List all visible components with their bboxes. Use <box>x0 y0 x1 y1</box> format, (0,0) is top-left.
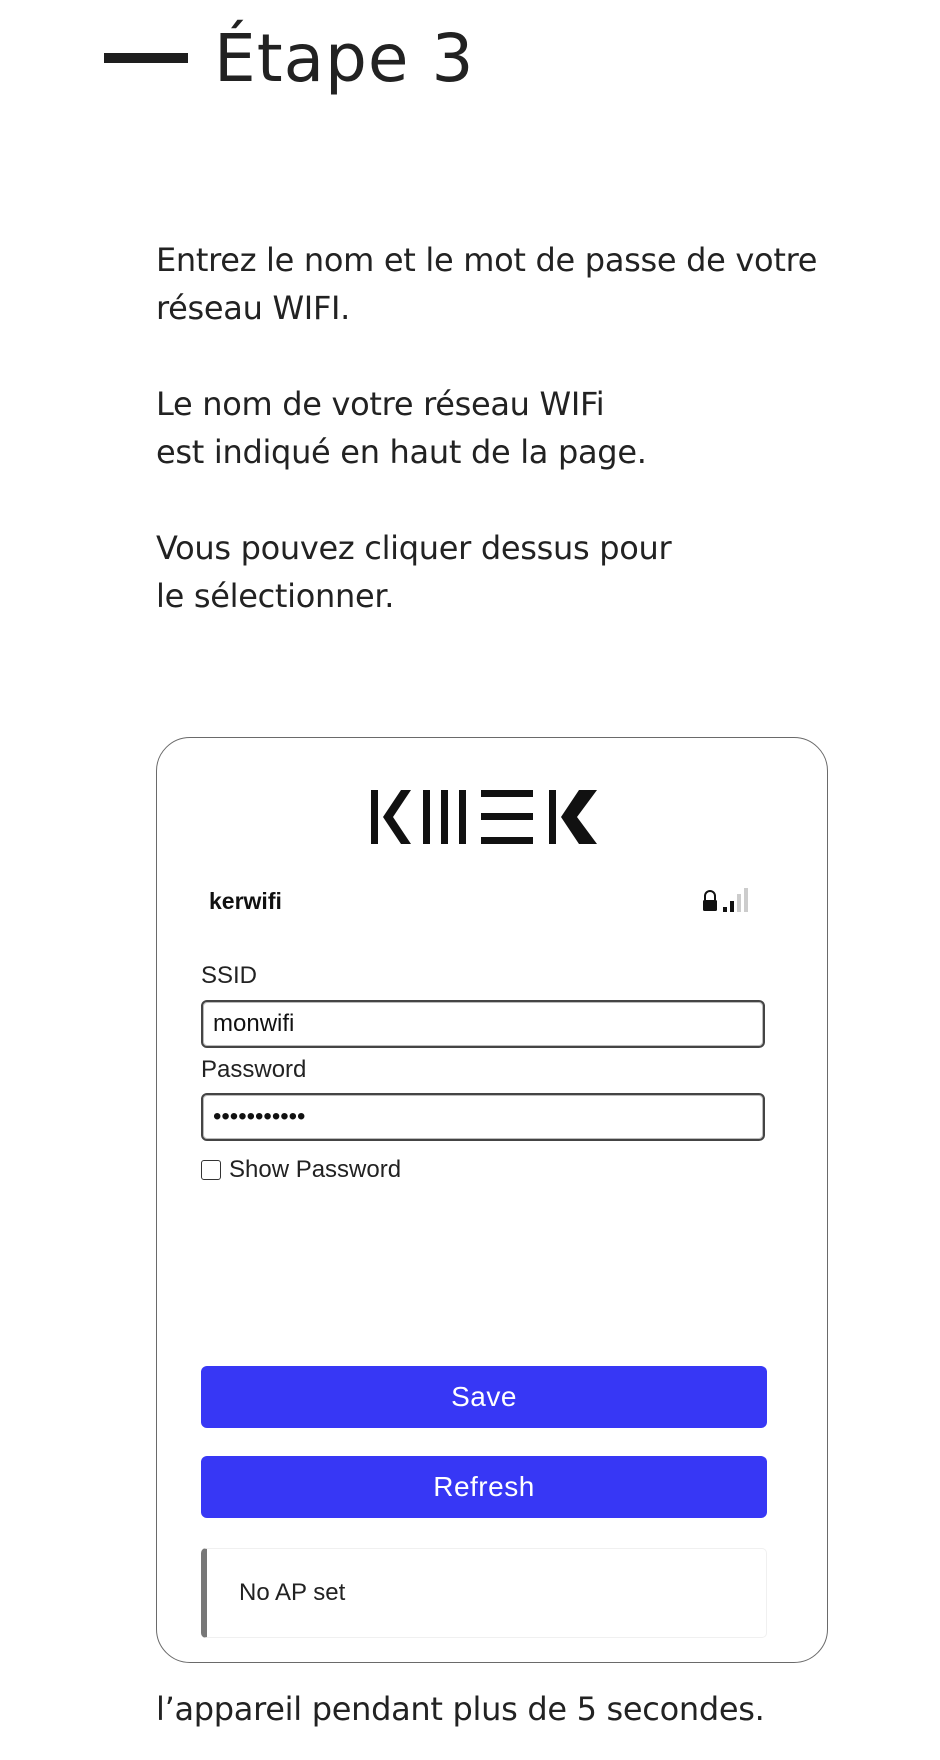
show-password-toggle[interactable] <box>201 1156 401 1184</box>
kimek-logo <box>371 790 597 844</box>
phone-screenshot-card <box>156 737 828 1663</box>
show-password-checkbox[interactable] <box>201 1160 221 1180</box>
network-list-item[interactable] <box>209 888 749 920</box>
instruction-paragraph <box>156 236 856 332</box>
instructions <box>156 236 856 668</box>
status-message-box <box>201 1548 767 1638</box>
step-header <box>104 8 475 108</box>
footer-text: l’appareil pendant plus de 5 secondes. <box>156 1690 765 1728</box>
network-name[interactable]: kerwifi <box>209 888 282 914</box>
refresh-button[interactable]: Refresh <box>201 1456 767 1518</box>
password-label: Password <box>201 1056 307 1083</box>
instruction-paragraph <box>156 380 856 476</box>
ssid-input[interactable] <box>201 1000 765 1048</box>
step-title: Étape 3 <box>214 19 475 97</box>
lock-icon <box>703 891 717 911</box>
password-input[interactable] <box>201 1093 765 1141</box>
status-text: No AP set <box>239 1579 346 1606</box>
instruction-line: Le nom de votre réseau WIFi <box>156 385 605 423</box>
dash-decoration <box>104 53 188 63</box>
instruction-line: réseau WIFI. <box>156 289 351 327</box>
instruction-line: le sélectionner. <box>156 577 395 615</box>
network-status-icons <box>701 886 749 914</box>
ssid-label: SSID <box>201 962 258 989</box>
instruction-line: est indiqué en haut de la page. <box>156 433 647 471</box>
signal-strength-icon <box>723 888 748 912</box>
show-password-label[interactable]: Show Password <box>229 1156 402 1183</box>
instruction-line: Entrez le nom et le mot de passe de votre <box>156 241 818 279</box>
instruction-line: Vous pouvez cliquer dessus pour <box>156 529 672 567</box>
save-button[interactable]: Save <box>201 1366 767 1428</box>
instruction-paragraph <box>156 524 856 620</box>
